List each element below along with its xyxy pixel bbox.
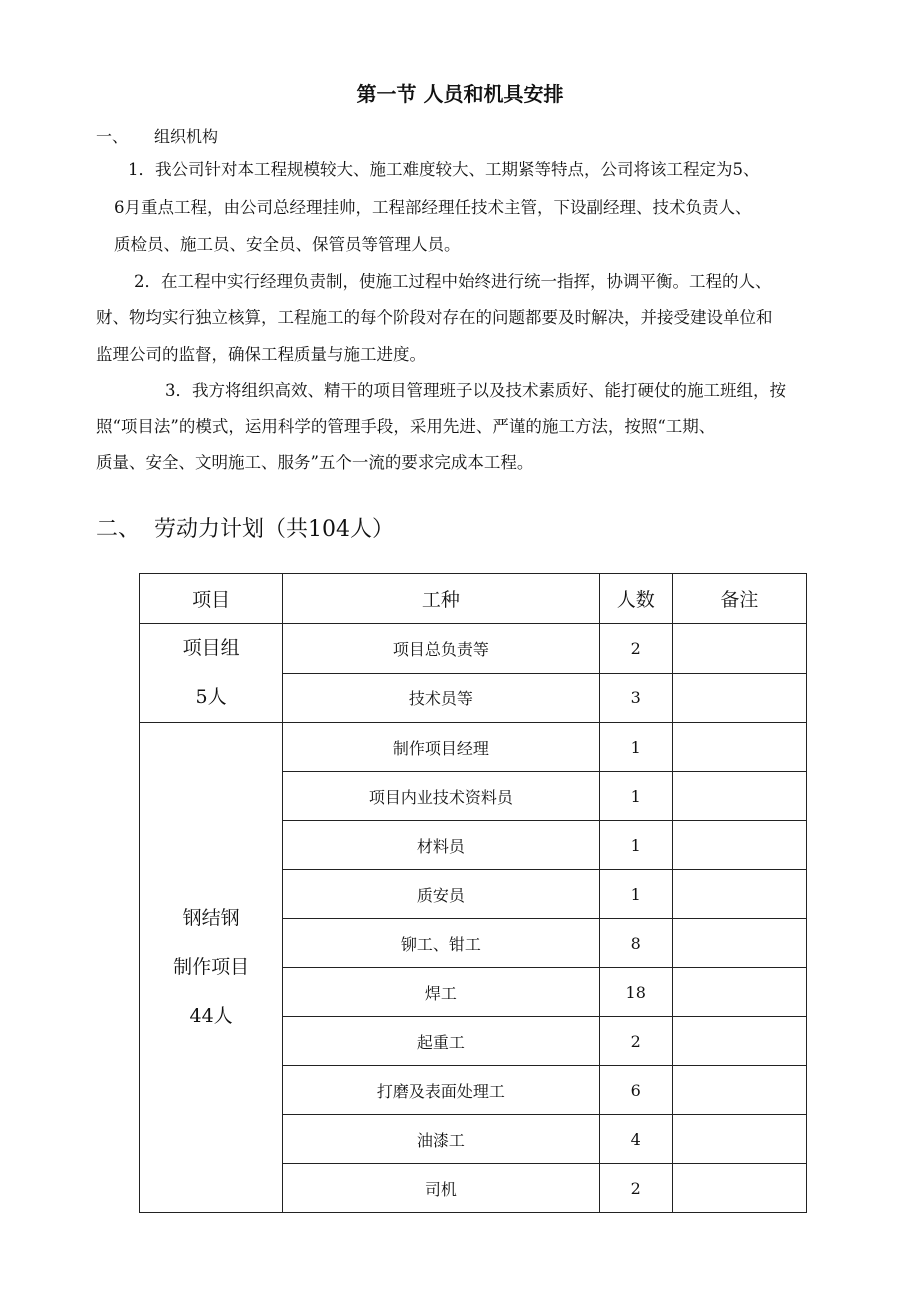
group-label-line: 44人	[189, 1005, 233, 1027]
trade-cell: 材料员	[283, 821, 599, 870]
count-cell: 2	[599, 1017, 672, 1066]
table-header-row	[140, 574, 807, 624]
group-label-line: 项目组	[182, 637, 240, 659]
labor-plan-table	[139, 573, 807, 1213]
header-count: 人数	[599, 574, 672, 624]
trade-cell: 起重工	[283, 1017, 599, 1066]
count-cell: 4	[599, 1115, 672, 1164]
trade-cell: 项目内业技术资料员	[283, 772, 599, 821]
group-steel-fabrication	[140, 723, 283, 1213]
trade-cell: 制作项目经理	[283, 723, 599, 772]
paragraph-1-line-2: 6月重点工程，由公司总经理挂帅，工程部经理任技术主管，下设副经理、技术负责人、	[114, 198, 752, 217]
section2-number: 二、	[96, 517, 141, 542]
trade-cell: 打磨及表面处理工	[283, 1066, 599, 1115]
note-cell	[672, 723, 806, 772]
trade-cell: 油漆工	[283, 1115, 599, 1164]
section1-heading	[96, 124, 218, 147]
group-label-line: 钢结钢	[182, 907, 240, 929]
trade-cell: 焊工	[283, 968, 599, 1017]
header-project: 项目	[140, 574, 283, 624]
count-cell: 6	[599, 1066, 672, 1115]
paragraph-2-line-2: 财、物均实行独立核算，工程施工的每个阶段对存在的问题都要及时解决，并接受建设单位和	[96, 308, 773, 327]
note-cell	[672, 821, 806, 870]
trade-cell: 技术员等	[283, 673, 599, 723]
trade-cell: 质安员	[283, 870, 599, 919]
note-cell	[672, 870, 806, 919]
count-cell: 2	[599, 1164, 672, 1213]
table-row	[140, 624, 807, 674]
note-cell	[672, 919, 806, 968]
header-note: 备注	[672, 574, 806, 624]
trade-cell: 司机	[283, 1164, 599, 1213]
group-label-line: 5人	[195, 686, 227, 708]
trade-cell: 项目总负责等	[283, 624, 599, 674]
section1-number: 一、	[96, 127, 129, 146]
paragraph-2-line-3: 监理公司的监督，确保工程质量与施工进度。	[96, 345, 426, 364]
count-cell: 18	[599, 968, 672, 1017]
note-cell	[672, 772, 806, 821]
count-cell: 3	[599, 673, 672, 723]
paragraph-3-line-2: 照“项目法”的模式，运用科学的管理手段，采用先进、严谨的施工方法，按照“工期、	[96, 417, 716, 436]
note-cell	[672, 968, 806, 1017]
note-cell	[672, 1164, 806, 1213]
group-label-line: 制作项目	[173, 956, 250, 978]
note-cell	[672, 1066, 806, 1115]
note-cell	[672, 673, 806, 723]
count-cell: 1	[599, 772, 672, 821]
page-title: 第一节 人员和机具安排	[356, 82, 564, 106]
note-cell	[672, 624, 806, 674]
paragraph-3-line-1: 3．我方将组织高效、精干的项目管理班子以及技术素质好、能打硬仗的施工班组，按	[165, 381, 786, 400]
section2-heading	[96, 512, 394, 543]
header-trade: 工种	[283, 574, 599, 624]
paragraph-2-line-1: 2．在工程中实行经理负责制，使施工过程中始终进行统一指挥，协调平衡。工程的人、	[134, 272, 772, 291]
paragraph-3-line-3: 质量、安全、文明施工、服务”五个一流的要求完成本工程。	[96, 453, 534, 472]
note-cell	[672, 1115, 806, 1164]
note-cell	[672, 1017, 806, 1066]
count-cell: 1	[599, 723, 672, 772]
count-cell: 1	[599, 870, 672, 919]
group-project-team	[140, 624, 283, 723]
section2-title: 劳动力计划（共104人）	[154, 517, 394, 542]
count-cell: 1	[599, 821, 672, 870]
section1-title: 组织机构	[154, 127, 219, 146]
count-cell: 2	[599, 624, 672, 674]
count-cell: 8	[599, 919, 672, 968]
trade-cell: 铆工、钳工	[283, 919, 599, 968]
table-row	[140, 723, 807, 772]
paragraph-1-line-1: 1．我公司针对本工程规模较大、施工难度较大、工期紧等特点，公司将该工程定为5、	[128, 160, 760, 179]
paragraph-1-line-3: 质检员、施工员、安全员、保管员等管理人员。	[114, 235, 461, 254]
